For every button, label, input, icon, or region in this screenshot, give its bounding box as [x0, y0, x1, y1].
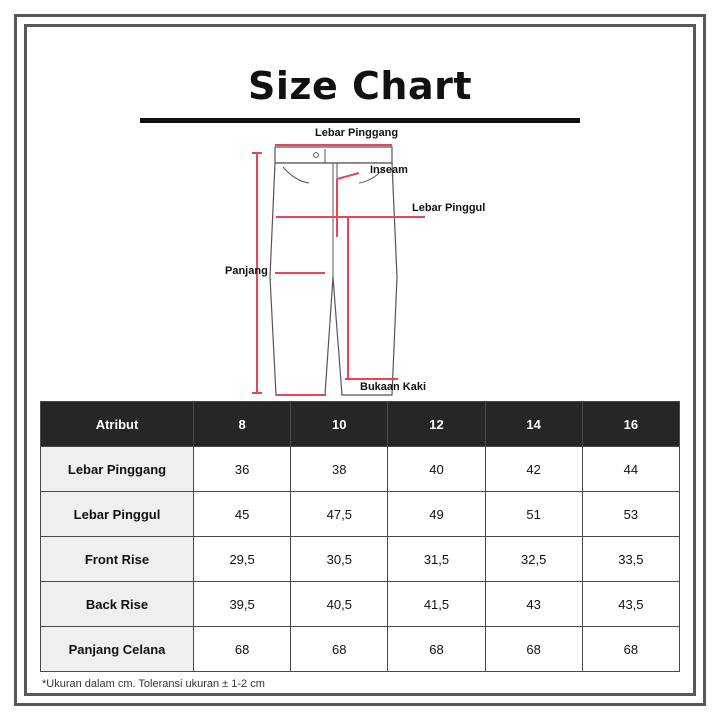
row-label: Back Rise [41, 582, 194, 627]
header-size-8: 8 [194, 402, 291, 447]
cell-value: 39,5 [194, 582, 291, 627]
header-size-10: 10 [291, 402, 388, 447]
pants-diagram [40, 127, 680, 399]
cell-value: 40 [388, 447, 485, 492]
cell-value: 43 [485, 582, 582, 627]
cell-value: 49 [388, 492, 485, 537]
header-attribute: Atribut [41, 402, 194, 447]
table-row [41, 537, 680, 582]
cell-value: 68 [485, 627, 582, 672]
cell-value: 47,5 [291, 492, 388, 537]
table-row [41, 627, 680, 672]
cell-value: 36 [194, 447, 291, 492]
label-hip: Lebar Pinggul [412, 202, 486, 214]
cell-value: 43,5 [582, 582, 679, 627]
cell-value: 44 [582, 447, 679, 492]
label-inseam: Inseam [370, 164, 408, 176]
cell-value: 68 [291, 627, 388, 672]
cell-value: 53 [582, 492, 679, 537]
table-body [41, 447, 680, 672]
cell-value: 32,5 [485, 537, 582, 582]
cell-value: 41,5 [388, 582, 485, 627]
header-size-14: 14 [485, 402, 582, 447]
page-title: Size Chart [247, 64, 472, 108]
label-length: Panjang [225, 265, 268, 277]
measurement-note: *Ukuran dalam cm. Toleransi ukuran ± 1-2 cm [42, 678, 265, 690]
cell-value: 68 [194, 627, 291, 672]
size-table [40, 401, 680, 672]
row-label: Panjang Celana [41, 627, 194, 672]
pants-illustration-svg [40, 127, 680, 399]
table-header [41, 402, 680, 447]
content-area [40, 40, 680, 690]
row-label: Lebar Pinggang [41, 447, 194, 492]
table-header-row [41, 402, 680, 447]
label-waist: Lebar Pinggang [315, 127, 399, 139]
row-label: Lebar Pinggul [41, 492, 194, 537]
cell-value: 51 [485, 492, 582, 537]
table-row [41, 447, 680, 492]
header-size-16: 16 [582, 402, 679, 447]
cell-value: 31,5 [388, 537, 485, 582]
cell-value: 40,5 [291, 582, 388, 627]
cell-value: 45 [194, 492, 291, 537]
table-row [41, 492, 680, 537]
row-label: Front Rise [41, 537, 194, 582]
cell-value: 68 [388, 627, 485, 672]
cell-value: 38 [291, 447, 388, 492]
label-hem: Bukaan Kaki [360, 381, 427, 393]
cell-value: 33,5 [582, 537, 679, 582]
header-size-12: 12 [388, 402, 485, 447]
cell-value: 68 [582, 627, 679, 672]
cell-value: 29,5 [194, 537, 291, 582]
cell-value: 42 [485, 447, 582, 492]
title-underline [140, 118, 580, 123]
cell-value: 30,5 [291, 537, 388, 582]
table-row [41, 582, 680, 627]
